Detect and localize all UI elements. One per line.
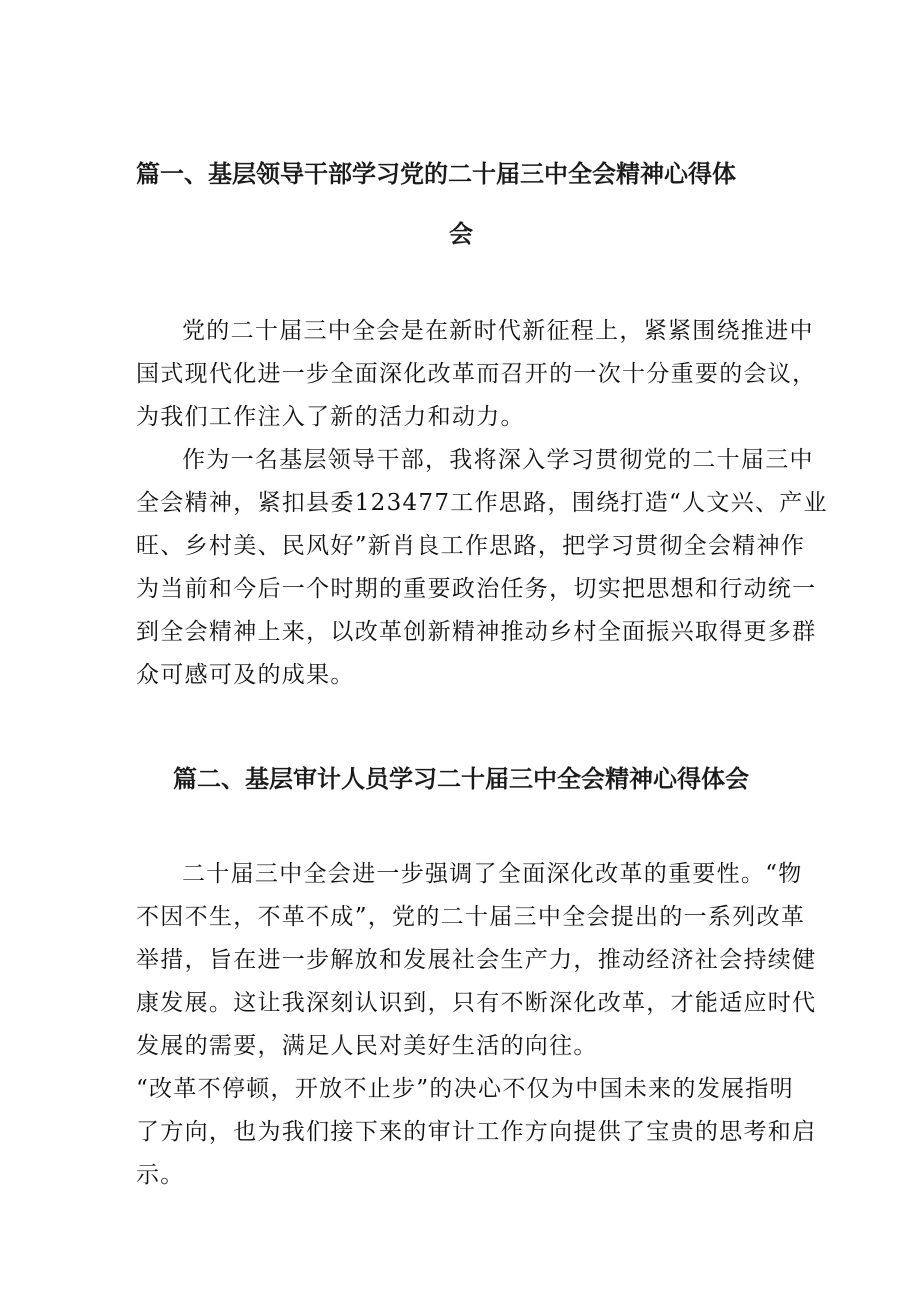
paragraph-line: 全会精神，紧扣县委123477工作思路，围绕打造“人文兴、产业	[136, 490, 828, 516]
paragraph-line: 举措，旨在进一步解放和发展社会生产力，推动经济社会持续健	[136, 947, 817, 973]
paragraph-line: 到全会精神上来，以改革创新精神推动乡村全面振兴取得更多群	[136, 619, 817, 645]
paragraph-line: 为当前和今后一个时期的重要政治任务，切实把思想和行动统一	[136, 576, 817, 602]
paragraph-line: 党的二十届三中全会是在新时代新征程上，紧紧围绕推进中	[182, 318, 814, 344]
paragraph-line: 旺、乡村美、民风好”新肖良工作思路，把学习贯彻全会精神作	[136, 533, 806, 559]
paragraph-line: “改革不停顿，开放不止步”的决心不仅为中国未来的发展指明	[136, 1076, 794, 1102]
paragraph-line: 了方向，也为我们接下来的审计工作方向提供了宝贵的思考和启	[136, 1119, 817, 1145]
paragraph-line: 二十届三中全会进一步强调了全面深化改革的重要性。“物	[182, 861, 803, 887]
paragraph-line: 不因不生，不革不成”，党的二十届三中全会提出的一系列改革	[136, 904, 806, 930]
section-1-paragraph-2	[136, 439, 828, 697]
paragraph-line: 国式现代化进一步全面深化改革而召开的一次十分重要的会议，	[136, 361, 817, 387]
section-2-paragraph-2	[136, 1068, 817, 1197]
paragraph-line: 众可感可及的成果。	[136, 662, 355, 688]
paragraph-line: 康发展。这让我深刻认识到，只有不断深化改革，才能适应时代	[136, 990, 817, 1016]
section-1-paragraph-1	[136, 310, 817, 439]
section-1-heading	[136, 156, 786, 252]
section-2-paragraph-1	[136, 853, 817, 1068]
section-2-heading-line-1: 篇二、基层审计人员学习二十届三中全会精神心得体会	[173, 765, 749, 793]
paragraph-line: 作为一名基层领导干部，我将深入学习贯彻党的二十届三中	[182, 447, 814, 473]
section-1-heading-line-1: 篇一、基层领导干部学习党的二十届三中全会精神心得体	[136, 160, 736, 188]
section-1-heading-line-2: 会	[449, 220, 473, 248]
paragraph-line: 为我们工作注入了新的活力和动力。	[136, 404, 525, 430]
paragraph-line: 发展的需要，满足人民对美好生活的向往。	[136, 1033, 598, 1059]
section-2-heading	[136, 761, 786, 797]
paragraph-line: 示。	[136, 1162, 185, 1188]
